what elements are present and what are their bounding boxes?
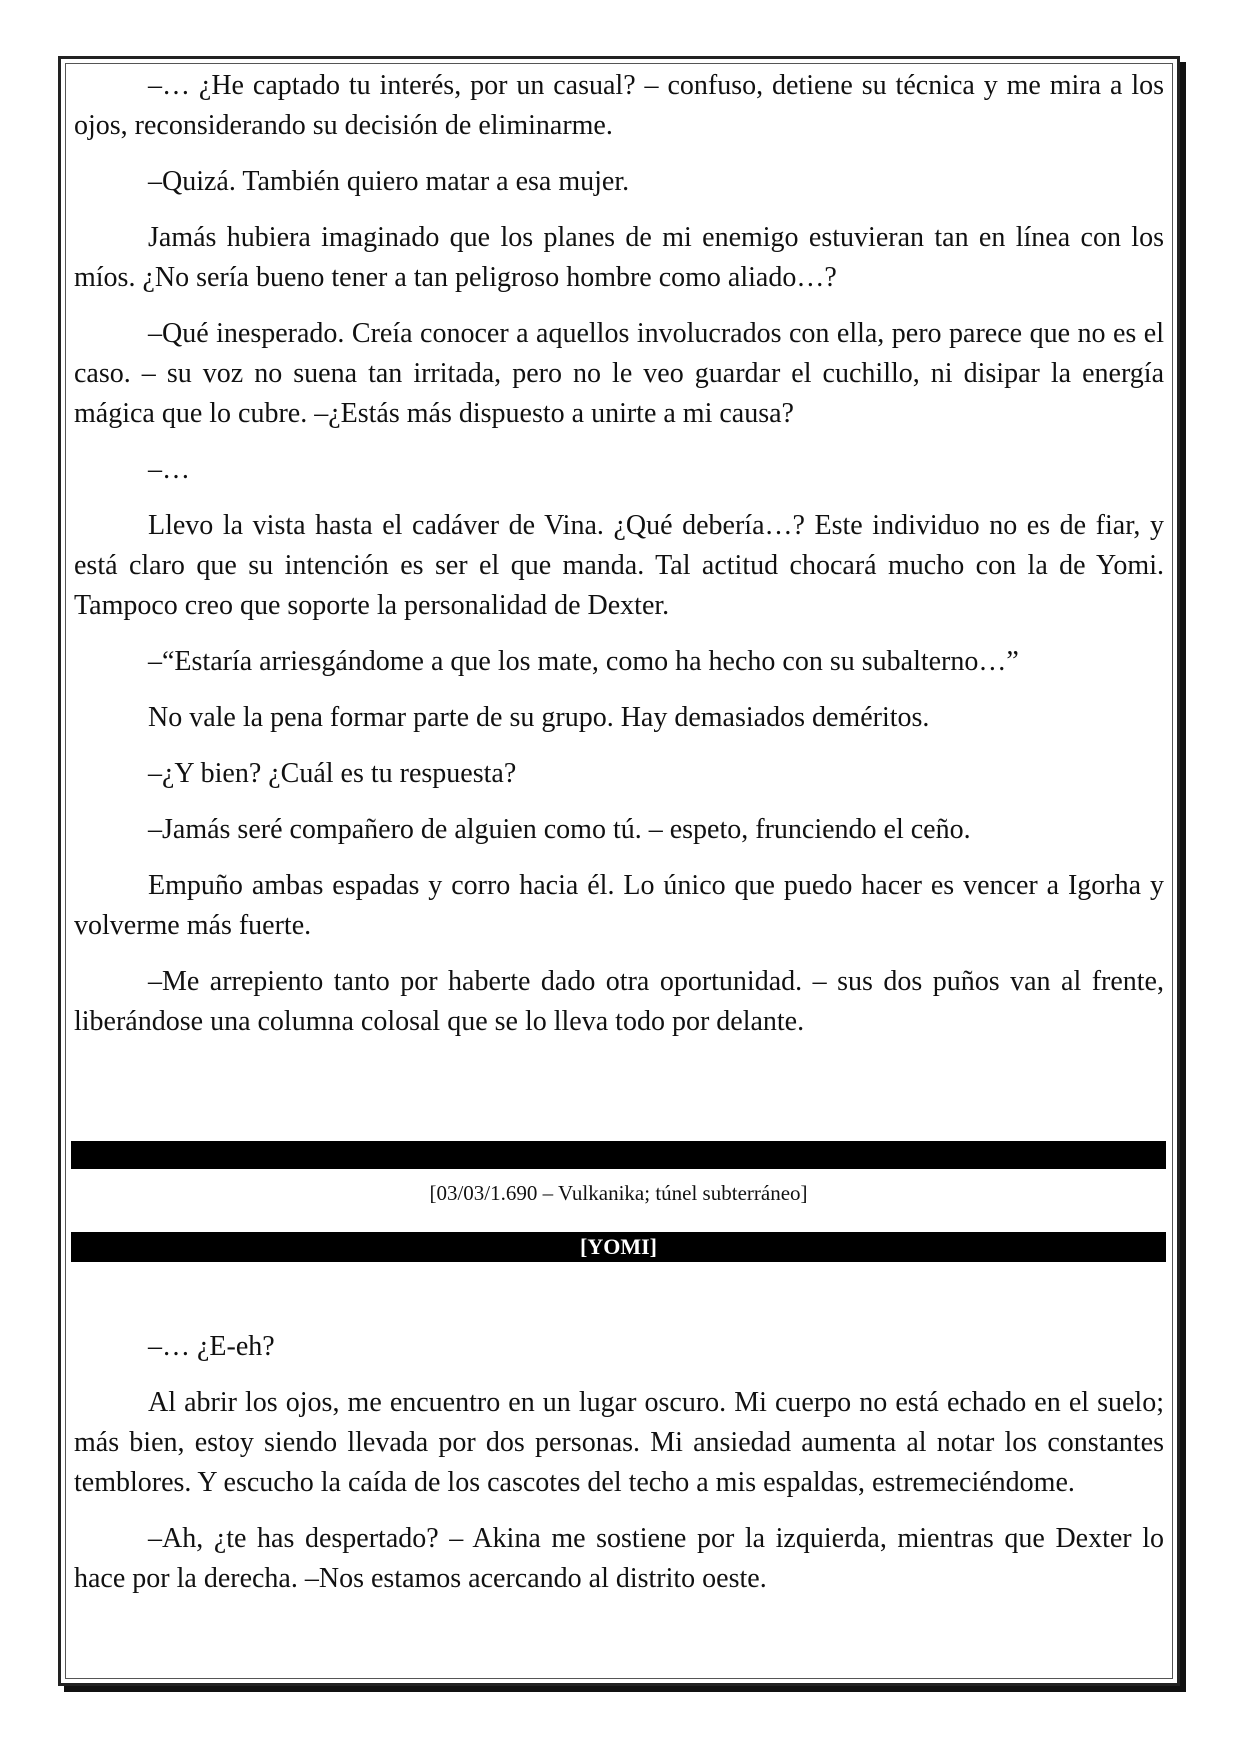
paragraph: –… ¿He captado tu interés, por un casual? – confuso, detiene su técnica y me mira a los ojos, reconsiderando su decisión de eliminarme. xyxy=(74,70,1164,141)
paragraph: –¿Y bien? ¿Cuál es tu respuesta? xyxy=(148,758,517,789)
paragraph: Empuño ambas espadas y corro hacia él. Lo único que puedo hacer es vencer a Igorha y volverme más fuerte. xyxy=(74,870,1164,941)
paragraph: –Qué inesperado. Creía conocer a aquellos involucrados con ella, pero parece que no es el caso. – su voz no suena tan irritada, pero no le veo guardar el cuchillo, ni disipar la energía mágica que lo cubre. –¿Estás más dispuesto a unirte a mi causa? xyxy=(74,318,1164,429)
pov-label-bar xyxy=(71,1232,1166,1262)
paragraph: –Ah, ¿te has despertado? – Akina me sostiene por la izquierda, mientras que Dexter lo hace por la derecha. –Nos estamos acercando al distrito oeste. xyxy=(74,1523,1164,1594)
paragraph: –Jamás seré compañero de alguien como tú. – espeto, frunciendo el ceño. xyxy=(148,814,971,845)
paragraph: No vale la pena formar parte de su grupo. Hay demasiados deméritos. xyxy=(148,702,930,733)
paragraph: –… ¿E-eh? xyxy=(148,1331,275,1362)
scene-location-line: [03/03/1.690 – Vulkanika; túnel subterráneo] xyxy=(429,1181,808,1205)
paragraph: Jamás hubiera imaginado que los planes de mi enemigo estuvieran tan en línea con los míos. ¿No sería bueno tener a tan peligroso hombre como aliado…? xyxy=(74,222,1164,293)
paragraph: –… xyxy=(148,454,190,485)
section-1-text xyxy=(74,66,1164,1042)
paragraph: –“Estaría arriesgándome a que los mate, como ha hecho con su subalterno…” xyxy=(148,646,1019,677)
scene-separator-bar xyxy=(71,1141,1166,1169)
pov-label: [YOMI] xyxy=(580,1234,657,1259)
paragraph: Al abrir los ojos, me encuentro en un lugar oscuro. Mi cuerpo no está echado en el suelo; más bien, estoy siendo llevada por dos personas. Mi ansiedad aumenta al notar los constantes temblores. Y escucho la caída de los cascotes del techo a mis espaldas, estremeciéndome. xyxy=(74,1387,1164,1498)
paragraph: Llevo la vista hasta el cadáver de Vina. ¿Qué debería…? Este individuo no es de fiar, y está claro que su intención es ser el que manda. Tal actitud chocará mucho con la de Yomi. Tampoco creo que soporte la personalidad de Dexter. xyxy=(74,510,1164,621)
paragraph: –Quizá. También quiero matar a esa mujer. xyxy=(148,166,630,197)
section-2-text xyxy=(74,1327,1164,1599)
paragraph: –Me arrepiento tanto por haberte dado otra oportunidad. – sus dos puños van al frente, liberándose una columna colosal que se lo lleva todo por delante. xyxy=(74,966,1164,1037)
